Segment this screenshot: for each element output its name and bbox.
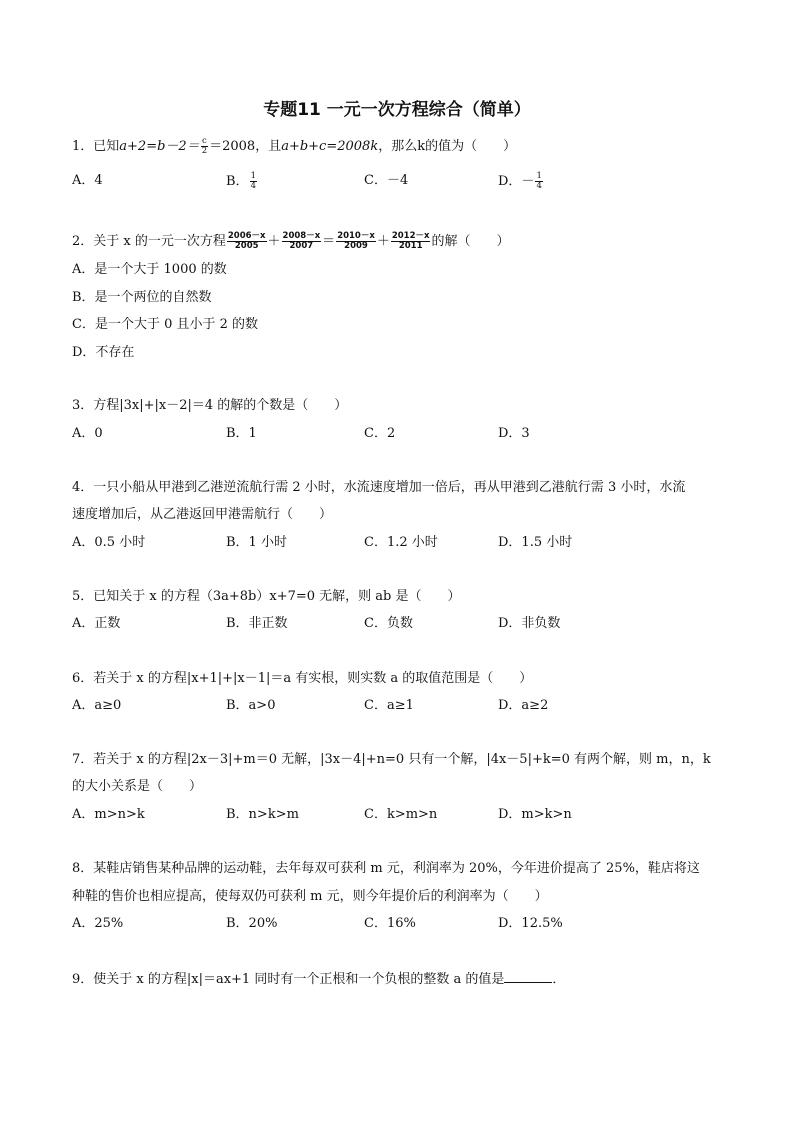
q1-option-b-den: 4 [250,181,256,191]
q2-option-c[interactable]: C．是一个大于 0 且小于 2 的数 [72,317,259,332]
q9-answer-blank[interactable] [504,970,552,983]
q1-option-b-label: B． [226,174,249,189]
q5-option-c[interactable]: C．负数 [364,616,413,631]
question-4-stem-line2: 速度增加后，从乙港返回甲港需航行（ ） [72,507,333,522]
q5-option-b[interactable]: B．非正数 [226,616,288,631]
question-8-stem-line1: 8．某鞋店销售某种品牌的运动鞋，去年每双可获利 m 元，利润率为 20%，今年进价提高了 25%，鞋店将这 [72,861,700,876]
q2-op2: ＝ [322,234,336,249]
question-5-options [72,615,732,633]
q2-fraction-1 [227,232,267,251]
q2-f2-den: 2007 [289,241,314,251]
q3-option-c[interactable]: C．2 [364,426,396,441]
q2-text-pre: 2．关于 x 的一元一次方程 [72,234,226,249]
q2-op3: ＋ [376,234,390,249]
q1-option-d-den: 4 [536,181,542,191]
question-2-stem [72,232,510,251]
q2-option-a[interactable]: A．是一个大于 1000 的数 [72,262,227,277]
question-7-options [72,806,732,824]
q4-option-a[interactable]: A．0.5 小时 [72,535,146,550]
question-5-stem: 5．已知关于 x 的方程（3a+8b）x+7=0 无解，则 ab 是（ ） [72,589,461,604]
q2-f4-num: 2012－x [391,231,430,241]
q4-option-c[interactable]: C．1.2 小时 [364,535,438,550]
q1-text3: ，那么k的值为（ ） [378,139,517,154]
question-4-stem-line1: 4．一只小船从甲港到乙港逆流航行需 2 小时，水流速度增加一倍后，再从甲港到乙港航行需 3 小时，水流 [72,480,686,495]
question-1-stem [72,137,516,156]
question-6-stem: 6．若关于 x 的方程|x+1|+|x－1|＝a 有实根，则实数 a 的取值范围是（ ） [72,671,533,686]
q2-f3-den: 2009 [344,241,368,251]
question-3-stem: 3．方程|3x|+|x－2|＝4 的解的个数是（ ） [72,398,348,413]
question-8-stem-line2: 种鞋的售价也相应提高，使每双仍可获利 m 元，则今年提价后的利润率为（ ） [72,889,548,904]
q8-option-a[interactable]: A．25% [72,916,124,931]
q2-f3-num: 2010－x [337,231,375,241]
q2-fraction-2 [282,232,322,251]
q5-option-a[interactable]: A．正数 [72,616,121,631]
q2-option-d[interactable]: D．不存在 [72,345,135,360]
q7-option-a[interactable]: A．m>n>k [72,807,145,822]
q6-option-c[interactable]: C．a≥1 [364,698,414,713]
q6-option-d[interactable]: D．a≥2 [498,698,549,713]
question-6-options [72,697,732,715]
q1-option-d-num: 1 [536,171,542,181]
q3-option-b[interactable]: B．1 [226,426,257,441]
q2-f2-num: 2008－x [282,231,321,241]
q8-option-d[interactable]: D．12.5% [498,916,563,931]
q1-expr2: a+b+c=2008k [281,139,379,154]
q1-option-d-fraction [535,172,542,191]
q1-option-b-num: 1 [250,171,256,181]
question-9-stem [72,970,565,989]
q4-option-d[interactable]: D．1.5 小时 [498,535,573,550]
q1-option-b-fraction [250,172,257,191]
question-7-stem-line1: 7．若关于 x 的方程|2x－3|+m＝0 无解，|3x－4|+n=0 只有一个解，|4x－5|+k=0 有两个解，则 m，n，k [72,752,711,767]
q9-text: 9．使关于 x 的方程|x|＝ax+1 同时有一个正根和一个负根的整数 a 的值是 [72,972,505,987]
q4-option-b[interactable]: B．1 小时 [226,535,287,550]
q1-option-c[interactable]: C．－4 [364,173,409,188]
q1-fraction-num: c [202,136,207,146]
page-title: 专题11 一元一次方程综合（简单） [263,100,531,120]
q2-fraction-4 [391,232,431,251]
q2-fraction-3 [336,232,376,251]
q1-number: 1．已知 [72,139,120,154]
q7-option-d[interactable]: D．m>k>n [498,807,572,822]
q1-option-a[interactable]: A．4 [72,173,103,188]
q1-expr1: a+2=b－2＝ [119,139,200,154]
q8-option-c[interactable]: C．16% [364,916,416,931]
q9-period: ． [552,972,566,987]
q1-fraction [201,137,208,156]
q2-option-b[interactable]: B．是一个两位的自然数 [72,290,212,305]
q1-fraction-den: 2 [201,146,208,156]
q6-option-b[interactable]: B．a>0 [226,698,276,713]
q2-f4-den: 2011 [398,241,423,251]
question-3-options [72,425,732,443]
q8-option-b[interactable]: B．20% [226,916,278,931]
q2-f1-num: 2006－x [227,231,266,241]
q7-option-b[interactable]: B．n>k>m [226,807,299,822]
q1-option-d[interactable] [498,172,544,191]
question-1-options [72,172,732,190]
q6-option-a[interactable]: A．a≥0 [72,698,122,713]
q1-option-b[interactable] [226,172,258,191]
q1-option-d-label: D．－ [498,174,535,189]
question-4-options [72,534,732,552]
q2-f1-den: 2005 [234,241,259,251]
question-7-stem-line2: 的大小关系是（ ） [72,779,203,794]
q5-option-d[interactable]: D．非负数 [498,616,561,631]
q7-option-c[interactable]: C．k>m>n [364,807,438,822]
q2-text-post: 的解（ ） [431,234,510,249]
q1-text2: ＝2008，且 [209,139,282,154]
question-8-options [72,915,732,933]
q2-op1: ＋ [267,234,281,249]
q3-option-d[interactable]: D．3 [498,426,530,441]
q3-option-a[interactable]: A．0 [72,426,103,441]
